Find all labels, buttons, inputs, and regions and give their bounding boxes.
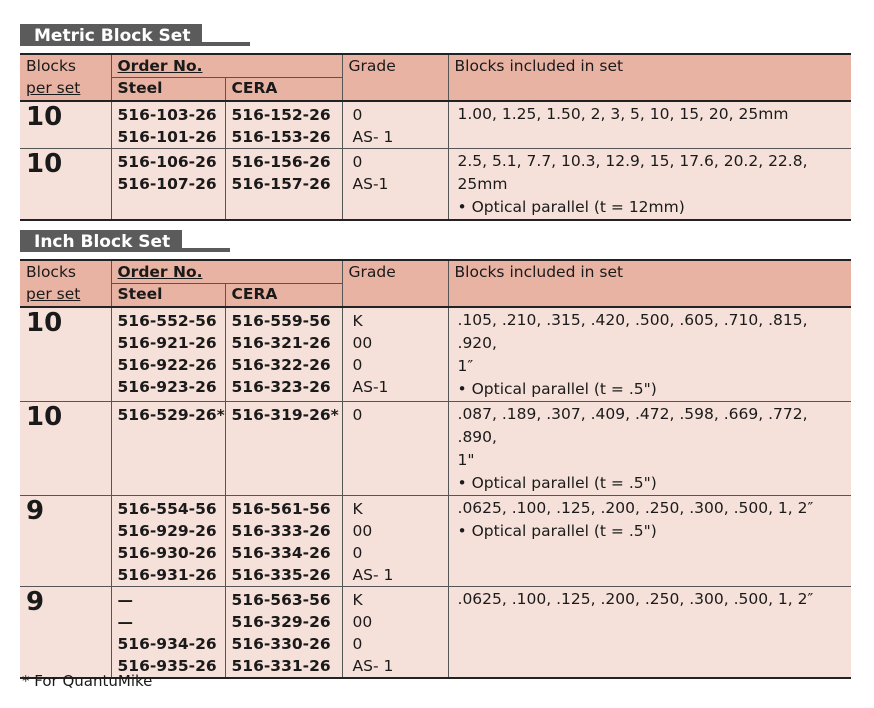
header-grade: Grade: [342, 260, 448, 307]
steel-order-no: 516-554-56: [117, 499, 217, 518]
grade-value: 00: [352, 333, 373, 352]
blocks-value: 10: [26, 307, 63, 338]
cera-order-no: 516-334-26: [231, 543, 331, 562]
steel-cell: [111, 148, 225, 220]
header-order-no: [111, 260, 342, 284]
blocks-value: 10: [26, 401, 63, 432]
grade-cell: [342, 586, 448, 678]
included-line: .0625, .100, .125, .200, .250, .300, .500, 1, 2″: [457, 498, 814, 517]
header-included: Blocks included in set: [448, 54, 851, 101]
blocks-value: 9: [26, 495, 45, 526]
steel-cell: [111, 101, 225, 149]
included-line: .087, .189, .307, .409, .472, .598, .669, .772, .890,: [457, 404, 808, 446]
cera-order-no: 516-335-26: [231, 565, 331, 584]
header-row: [20, 260, 851, 284]
blocks-count: [20, 401, 111, 495]
included-line: • Optical parallel (t = .5"): [457, 379, 657, 398]
included-line: • Optical parallel (t = .5"): [457, 521, 657, 540]
title-rule: [182, 248, 230, 252]
order-no-label: Order No.: [117, 57, 203, 75]
included-line: 1.00, 1.25, 1.50, 2, 3, 5, 10, 15, 20, 25mm: [457, 104, 789, 123]
inch-table: [20, 259, 851, 679]
included-cell: [448, 307, 851, 402]
included-cell: [448, 401, 851, 495]
header-per-set: [20, 78, 111, 101]
header-per-set: [20, 284, 111, 307]
blocks-count: [20, 495, 111, 586]
cera-order-no: 516-559-56: [231, 311, 331, 330]
cera-cell: [225, 101, 342, 149]
cera-cell: [225, 148, 342, 220]
grade-cell: [342, 495, 448, 586]
included-line: 2.5, 5.1, 7.7, 10.3, 12.9, 15, 17.6, 20.2, 22.8, 25mm: [457, 151, 808, 193]
steel-order-no: 516-529-26*: [117, 405, 225, 424]
cera-order-no: 516-157-26: [231, 174, 331, 193]
cera-order-no: 516-319-26*: [231, 405, 339, 424]
metric-table: [20, 53, 851, 221]
header-row: [20, 54, 851, 78]
grade-cell: [342, 401, 448, 495]
grade-value: 0: [352, 634, 363, 653]
blocks-count: [20, 148, 111, 220]
blocks-value: 10: [26, 101, 63, 132]
blocks-value: 10: [26, 148, 63, 179]
cera-order-no: 516-331-26: [231, 656, 331, 675]
metric-title-text: Metric Block Set: [20, 24, 202, 46]
inch-title-text: Inch Block Set: [20, 230, 182, 252]
header-grade: Grade: [342, 54, 448, 101]
cera-order-no: 516-153-26: [231, 127, 331, 146]
grade-value: 0: [352, 152, 363, 171]
grade-value: AS-1: [352, 174, 389, 193]
table-row: [20, 101, 851, 149]
header-steel: Steel: [111, 78, 225, 101]
included-line: 1″: [457, 356, 474, 375]
steel-cell: [111, 495, 225, 586]
grade-value: 00: [352, 521, 373, 540]
per-set-label: per set: [26, 78, 81, 97]
included-line: • Optical parallel (t = .5"): [457, 473, 657, 492]
grade-value: 0: [352, 355, 363, 374]
steel-order-no: 516-921-26: [117, 333, 217, 352]
header-blocks: Blocks: [20, 260, 111, 284]
blocks-count: [20, 586, 111, 678]
header-order-no: [111, 54, 342, 78]
metric-section-title: [20, 24, 250, 46]
cera-cell: [225, 307, 342, 402]
grade-value: AS-1: [352, 377, 389, 396]
title-rule: [202, 42, 250, 46]
steel-order-no: —: [117, 612, 133, 631]
table-row: [20, 307, 851, 402]
cera-cell: [225, 401, 342, 495]
grade-value: AS- 1: [352, 656, 394, 675]
header-included: Blocks included in set: [448, 260, 851, 307]
steel-order-no: 516-929-26: [117, 521, 217, 540]
cera-order-no: 516-156-26: [231, 152, 331, 171]
steel-order-no: 516-107-26: [117, 174, 217, 193]
footnote: * For QuantuMike: [22, 672, 153, 690]
grade-value: K: [352, 590, 363, 609]
cera-order-no: 516-322-26: [231, 355, 331, 374]
steel-order-no: 516-101-26: [117, 127, 217, 146]
included-cell: [448, 586, 851, 678]
cera-order-no: 516-329-26: [231, 612, 331, 631]
cera-order-no: 516-330-26: [231, 634, 331, 653]
steel-order-no: —: [117, 590, 133, 609]
included-line: 1": [457, 450, 475, 469]
grade-cell: [342, 307, 448, 402]
blocks-value: 9: [26, 586, 45, 617]
blocks-count: [20, 101, 111, 149]
order-no-label: Order No.: [117, 263, 203, 281]
cera-order-no: 516-563-56: [231, 590, 331, 609]
table-row: [20, 586, 851, 678]
steel-order-no: 516-931-26: [117, 565, 217, 584]
cera-cell: [225, 495, 342, 586]
cera-order-no: 516-321-26: [231, 333, 331, 352]
steel-cell: [111, 586, 225, 678]
steel-order-no: 516-935-26: [117, 656, 217, 675]
grade-value: AS- 1: [352, 565, 394, 584]
steel-order-no: 516-923-26: [117, 377, 217, 396]
included-line: .105, .210, .315, .420, .500, .605, .710, .815, .920,: [457, 310, 808, 352]
table-row: [20, 495, 851, 586]
cera-order-no: 516-323-26: [231, 377, 331, 396]
included-cell: [448, 495, 851, 586]
table-row: [20, 401, 851, 495]
steel-cell: [111, 307, 225, 402]
steel-order-no: 516-106-26: [117, 152, 217, 171]
grade-value: 00: [352, 612, 373, 631]
steel-order-no: 516-552-56: [117, 311, 217, 330]
included-line: • Optical parallel (t = 12mm): [457, 197, 685, 216]
steel-order-no: 516-930-26: [117, 543, 217, 562]
inch-section-title: [20, 230, 230, 252]
blocks-count: [20, 307, 111, 402]
header-cera: CERA: [225, 284, 342, 307]
header-steel: Steel: [111, 284, 225, 307]
header-cera: CERA: [225, 78, 342, 101]
steel-order-no: 516-934-26: [117, 634, 217, 653]
steel-cell: [111, 401, 225, 495]
grade-value: K: [352, 499, 363, 518]
grade-value: 0: [352, 405, 363, 424]
grade-value: K: [352, 311, 363, 330]
grade-cell: [342, 148, 448, 220]
included-cell: [448, 148, 851, 220]
table-row: [20, 148, 851, 220]
included-line: .0625, .100, .125, .200, .250, .300, .500, 1, 2″: [457, 589, 814, 608]
grade-value: 0: [352, 543, 363, 562]
cera-order-no: 516-152-26: [231, 105, 331, 124]
cera-order-no: 516-561-56: [231, 499, 331, 518]
grade-value: AS- 1: [352, 127, 394, 146]
cera-cell: [225, 586, 342, 678]
grade-value: 0: [352, 105, 363, 124]
included-cell: [448, 101, 851, 149]
steel-order-no: 516-103-26: [117, 105, 217, 124]
header-blocks: Blocks: [20, 54, 111, 78]
grade-cell: [342, 101, 448, 149]
steel-order-no: 516-922-26: [117, 355, 217, 374]
cera-order-no: 516-333-26: [231, 521, 331, 540]
per-set-label: per set: [26, 284, 81, 303]
